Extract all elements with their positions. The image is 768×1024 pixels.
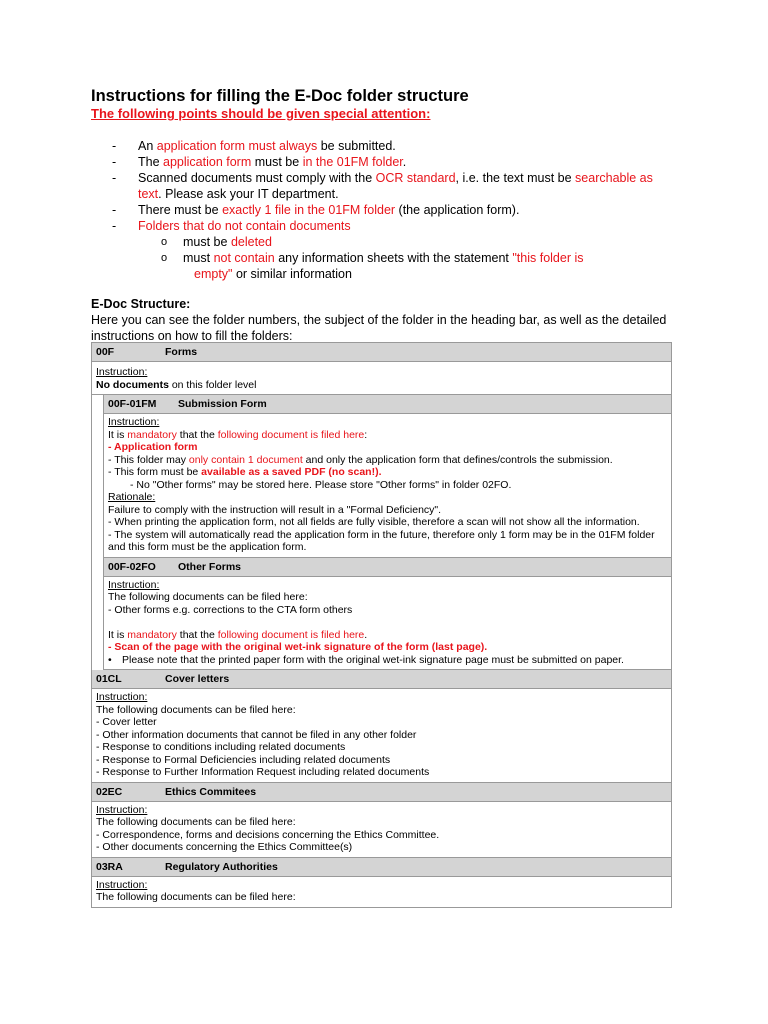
- folder-header-00f-01fm: [104, 395, 671, 414]
- folder-header-00f-02fo: [104, 558, 671, 577]
- folder-header-00f: [92, 343, 671, 362]
- folder-name: Cover letters: [165, 673, 230, 685]
- list-item: - The application form must be in the 01FM folder.: [112, 155, 407, 169]
- folder-code: 00F-01FM: [108, 398, 157, 410]
- folder-code: 02EC: [96, 785, 123, 798]
- list-item: - An application form must always be submitted.: [112, 139, 396, 153]
- sub-list-item: o must not contain any information sheets with the statement "this folder is empty" or similar information: [161, 251, 584, 281]
- folder-name: Other Forms: [178, 560, 242, 573]
- folder-code: 00F: [96, 346, 115, 358]
- folder-name: Forms: [165, 346, 198, 358]
- page-title: Instructions for filling the E-Doc folder structure: [91, 87, 469, 105]
- structure-intro: Here you can see the folder numbers, the subject of the folder in the heading bar, as well as the detailed instructions on how to fill the folders:: [91, 313, 667, 343]
- folder-body-02ec: Instruction: The following documents can be filed here: - Correspondence, forms and decisions concerning the Ethics Committee. - Other documents concerning the Ethics Committee(s): [92, 802, 671, 858]
- sub-list-item: o must be deleted: [161, 235, 272, 249]
- folder-body-00f-01fm: Instruction: It is mandatory that the following document is filed here: - Application form - This folder may only contain 1 document and only the application form that defines/controls the submission. - This form must be available as a saved PDF (no scan!). - No "Other forms" may be stored here. Please store "Other forms" in folder 02FO. Rationale: Failure to comply with the instruction will result in a "Formal Deficiency". - When printing the application form, not all fields are fully visible, therefore a scan will not show all the information. - The system will automatically read the application form in the future, therefore only 1 form may be in the 01FM folder and this form must be the application form.: [104, 414, 671, 558]
- list-item: - There must be exactly 1 file in the 01FM folder (the application form).: [112, 203, 520, 217]
- folder-code: 00F-02FO: [108, 560, 156, 573]
- folder-header-03ra: [92, 858, 671, 877]
- folder-table: [91, 342, 672, 908]
- folder-body-01cl: Instruction: The following documents can be filed here: - Cover letter - Other information documents that cannot be filed in any other folder - Response to conditions including related documents - Response to Formal Deficiencies including related documents - Response to Further Information Request including related documents: [92, 689, 671, 783]
- folder-header-02ec: [92, 783, 671, 802]
- folder-code: 03RA: [96, 860, 123, 873]
- page-subtitle: The following points should be given special attention:: [91, 106, 431, 121]
- folder-body-00f-02fo: Instruction: The following documents can be filed here: - Other forms e.g. corrections to the CTA form others It is mandatory that the following document is filed here. - Scan of the page with the original wet-ink signature of the form (last page). • Please note that the printed paper form with the original wet-ink signature page must be submitted on paper.: [104, 577, 671, 671]
- list-item: - Folders that do not contain documents: [112, 219, 351, 233]
- nested-folders: [103, 395, 671, 670]
- folder-name: Regulatory Authorities: [165, 860, 278, 873]
- folder-header-01cl: [92, 670, 671, 689]
- folder-code: 01CL: [96, 673, 122, 685]
- structure-heading: E-Doc Structure:: [91, 297, 191, 311]
- attention-list: [91, 138, 671, 282]
- document: [91, 86, 671, 344]
- list-item: - Scanned documents must comply with the OCR standard, i.e. the text must be searchable as text. Please ask your IT department.: [112, 171, 653, 201]
- folder-name: Ethics Commitees: [165, 785, 257, 798]
- folder-body-03ra: Instruction: The following documents can be filed here:: [92, 877, 671, 908]
- folder-body-00f: Instruction: No documents on this folder level: [92, 362, 671, 395]
- folder-name: Submission Form: [178, 398, 267, 410]
